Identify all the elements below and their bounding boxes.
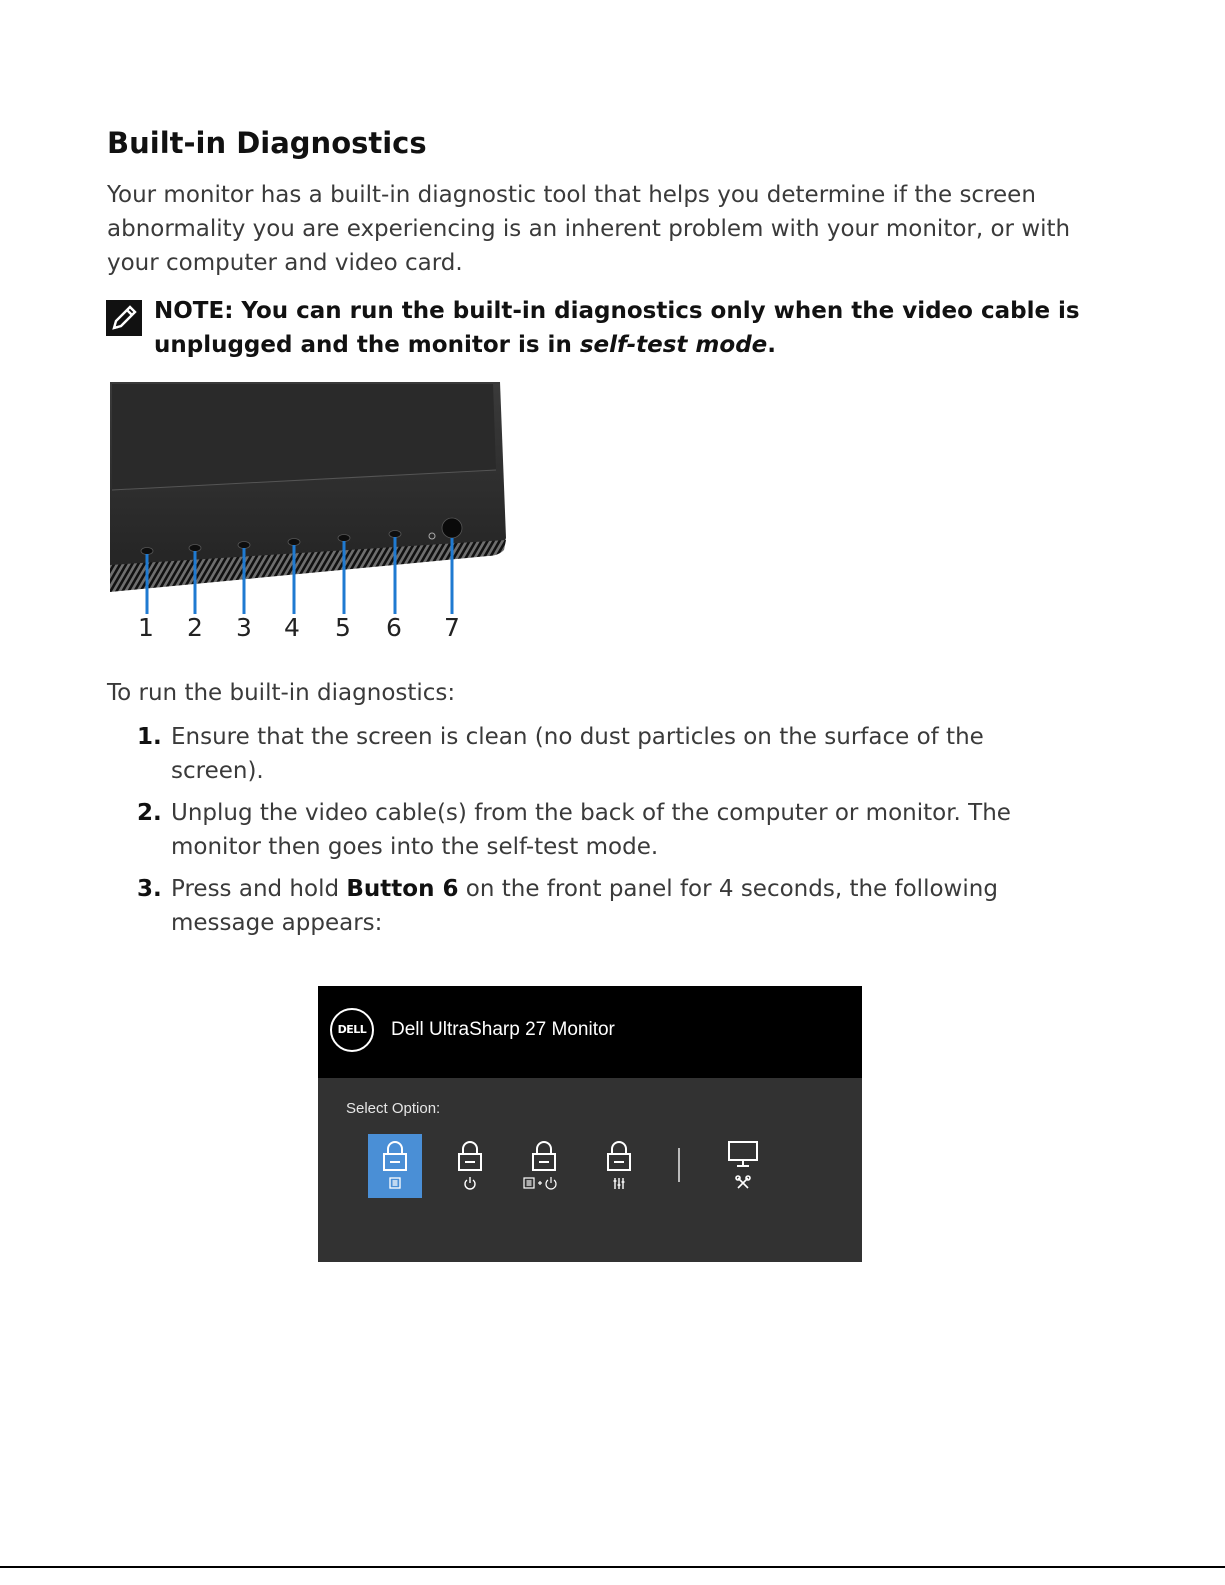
note-text: NOTE: You can run the built-in diagnostics only when the video cable is unplugged and the monitor is in self-test mode. [154, 298, 1080, 358]
step-text: Press and hold Button 6 on the front panel for 4 seconds, the following message appears: [171, 876, 998, 936]
lock-menu-power-option[interactable] [517, 1134, 571, 1198]
monitor-diagnostics-option[interactable] [716, 1134, 770, 1198]
lock-settings-icon [592, 1134, 646, 1198]
lock-menu-power-icon [517, 1134, 571, 1198]
monitor-buttons-figure [108, 380, 508, 650]
note-emphasis: self-test mode [579, 332, 768, 358]
button-6-emphasis: Button 6 [346, 876, 459, 902]
lock-power-icon [443, 1134, 497, 1198]
callout-5: 5 [335, 613, 351, 642]
osd-title: Dell UltraSharp 27 Monitor [391, 1019, 615, 1040]
callout-2: 2 [187, 613, 203, 642]
callout-7: 7 [444, 613, 460, 642]
osd-dialog [318, 986, 862, 1262]
callout-4: 4 [284, 613, 300, 642]
callout-6: 6 [386, 613, 402, 642]
page-footer-rule [0, 1566, 1225, 1568]
pencil-note-icon [106, 300, 142, 336]
callout-1: 1 [138, 613, 154, 642]
step-number: 2. [137, 800, 162, 826]
step-text: Ensure that the screen is clean (no dust particles on the surface of the screen). [171, 724, 984, 784]
lock-menu-option[interactable] [368, 1134, 422, 1198]
lock-settings-option[interactable] [592, 1134, 646, 1198]
step-number: 3. [137, 876, 162, 902]
lock-menu-icon [368, 1134, 422, 1198]
callout-3: 3 [236, 613, 252, 642]
steps-intro: To run the built-in diagnostics: [107, 680, 456, 706]
select-option-label: Select Option: [346, 1100, 441, 1117]
osd-header [318, 986, 862, 1078]
monitor-diagnostics-icon [716, 1134, 770, 1198]
page-title: Built-in Diagnostics [107, 126, 427, 160]
option-separator [678, 1148, 680, 1182]
intro-paragraph: Your monitor has a built-in diagnostic tool that helps you determine if the screen abnormality you are experiencing is an inherent problem with your monitor, or with your computer and video card. [107, 182, 1071, 276]
lock-power-option[interactable] [443, 1134, 497, 1198]
dell-logo: DELL [330, 1008, 374, 1052]
step-number: 1. [137, 724, 162, 750]
step-text: Unplug the video cable(s) from the back of the computer or monitor. The monitor then goes into the self-test mode. [171, 800, 1011, 860]
